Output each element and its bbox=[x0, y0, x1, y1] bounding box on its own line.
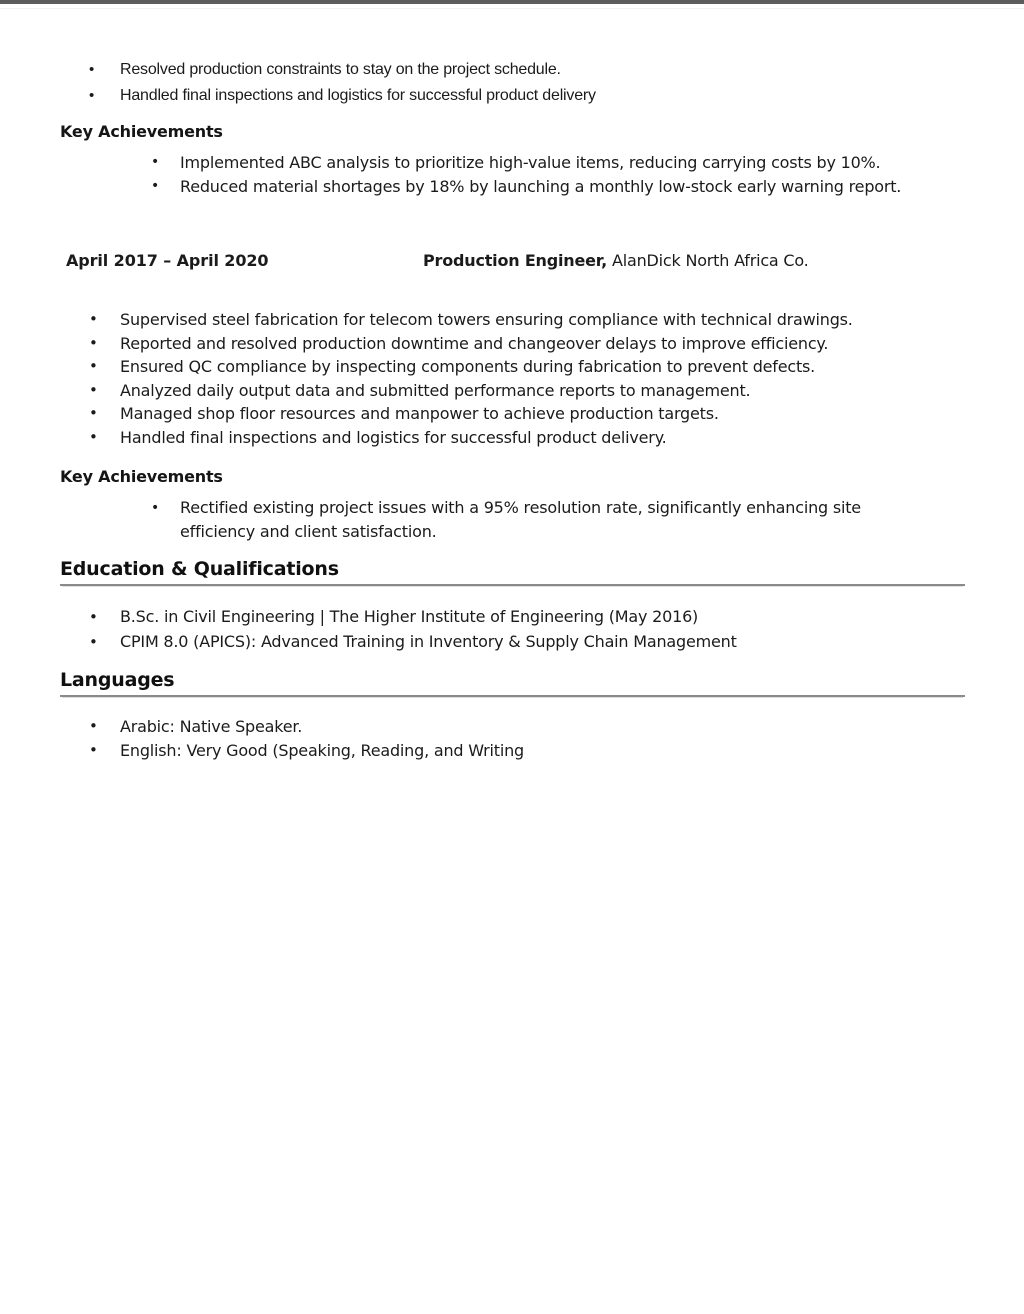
achievements-list bbox=[0, 496, 1024, 544]
role-title: Production Engineer, bbox=[423, 251, 607, 270]
bullet-item: • Ensured QC compliance by inspecting components during fabrication to prevent defects. bbox=[0, 355, 1024, 379]
key-achievements-heading: Key Achievements bbox=[60, 122, 223, 141]
achievement-item: • Reduced material shortages by 18% by launching a monthly low-stock early warning report. bbox=[0, 175, 1024, 199]
education-item: • CPIM 8.0 (APICS): Advanced Training in Inventory & Supply Chain Management bbox=[0, 630, 1024, 655]
role-dates: April 2017 – April 2020 bbox=[66, 251, 269, 270]
page-top-border bbox=[0, 0, 1024, 4]
achievements-list bbox=[0, 151, 1024, 198]
role-title-company bbox=[423, 251, 809, 270]
languages-list bbox=[0, 715, 1024, 762]
key-achievements-heading: Key Achievements bbox=[60, 467, 223, 486]
role-company: AlanDick North Africa Co. bbox=[612, 251, 809, 270]
education-section-heading: Education & Qualifications bbox=[60, 558, 965, 586]
languages-section-heading: Languages bbox=[60, 669, 965, 697]
bullet-item: • Handled final inspections and logistics for successful product delivery bbox=[0, 83, 1024, 109]
language-item: • English: Very Good (Speaking, Reading, and Writing bbox=[0, 739, 1024, 763]
education-item: • B.Sc. in Civil Engineering | The Higher Institute of Engineering (May 2016) bbox=[0, 605, 1024, 630]
achievement-item: • Rectified existing project issues with a 95% resolution rate, significantly enhancing site efficiency and client satisfaction. bbox=[0, 496, 938, 544]
bullet-item: • Analyzed daily output data and submitted performance reports to management. bbox=[0, 379, 1024, 403]
role-header bbox=[0, 251, 1024, 273]
bullet-item: • Handled final inspections and logistics for successful product delivery. bbox=[0, 426, 1024, 450]
bullet-item: • Managed shop floor resources and manpower to achieve production targets. bbox=[0, 402, 1024, 426]
bullet-item: • Reported and resolved production downtime and changeover delays to improve efficiency. bbox=[0, 332, 1024, 356]
role-bullet-list bbox=[0, 308, 1024, 449]
prior-role-bullet-list bbox=[0, 57, 1024, 108]
bullet-item: • Resolved production constraints to stay on the project schedule. bbox=[0, 57, 1024, 83]
achievement-item: • Implemented ABC analysis to prioritize high-value items, reducing carrying costs by 10%. bbox=[0, 151, 1024, 175]
bullet-item: • Supervised steel fabrication for telecom towers ensuring compliance with technical drawings. bbox=[0, 308, 1024, 332]
language-item: • Arabic: Native Speaker. bbox=[0, 715, 1024, 739]
education-list bbox=[0, 605, 1024, 654]
page-top-border-shadow bbox=[0, 8, 1024, 9]
